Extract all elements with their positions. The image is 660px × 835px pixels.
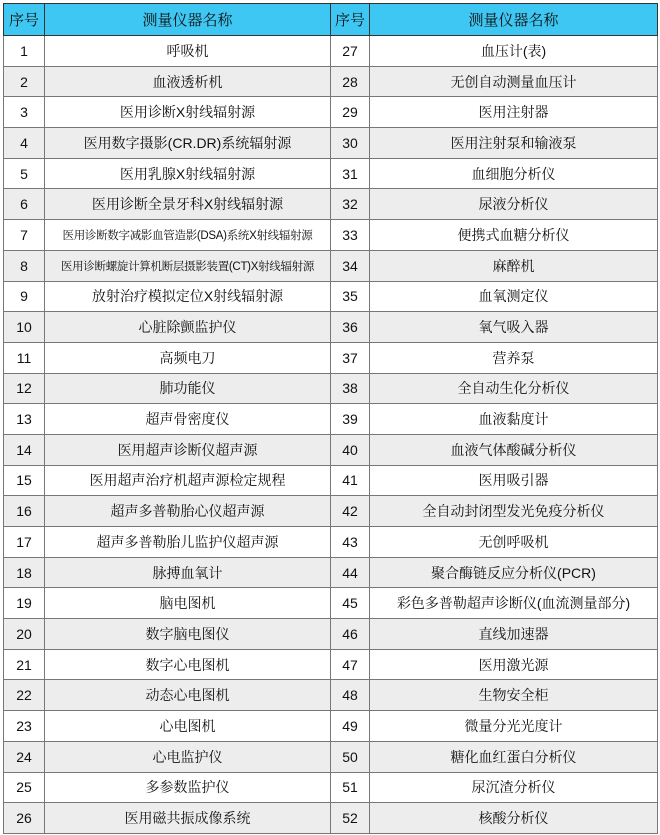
table-row: [4, 649, 658, 680]
table-row: [4, 404, 658, 435]
table-row: [4, 250, 658, 281]
name-cell: 医用诊断X射线辐射源: [45, 97, 331, 128]
seq-cell: 50: [331, 741, 370, 772]
seq-cell: 47: [331, 649, 370, 680]
seq-cell: 39: [331, 404, 370, 435]
seq-cell: 12: [4, 373, 45, 404]
name-cell: 核酸分析仪: [370, 803, 658, 834]
table-row: [4, 619, 658, 650]
seq-cell: 38: [331, 373, 370, 404]
name-cell: 直线加速器: [370, 619, 658, 650]
name-cell: 肺功能仪: [45, 373, 331, 404]
table-row: [4, 465, 658, 496]
seq-cell: 13: [4, 404, 45, 435]
name-cell: 医用数字摄影(CR.DR)系统辐射源: [45, 128, 331, 159]
name-cell: 医用注射器: [370, 97, 658, 128]
name-cell: 麻醉机: [370, 250, 658, 281]
table-row: [4, 496, 658, 527]
table-row: [4, 557, 658, 588]
name-cell: 超声多普勒胎儿监护仪超声源: [45, 527, 331, 558]
name-cell: 脉搏血氧计: [45, 557, 331, 588]
header-name-right: 测量仪器名称: [370, 4, 658, 36]
seq-cell: 31: [331, 158, 370, 189]
seq-cell: 42: [331, 496, 370, 527]
table-row: [4, 373, 658, 404]
table-row: [4, 588, 658, 619]
name-cell: 无创自动测量血压计: [370, 66, 658, 97]
name-cell: 医用超声治疗机超声源检定规程: [45, 465, 331, 496]
table-row: [4, 312, 658, 343]
name-cell: 心电监护仪: [45, 741, 331, 772]
name-cell: 聚合酶链反应分析仪(PCR): [370, 557, 658, 588]
seq-cell: 7: [4, 220, 45, 251]
name-cell: 营养泵: [370, 342, 658, 373]
seq-cell: 45: [331, 588, 370, 619]
seq-cell: 37: [331, 342, 370, 373]
seq-cell: 51: [331, 772, 370, 803]
name-cell: 微量分光光度计: [370, 711, 658, 742]
name-cell: 氧气吸入器: [370, 312, 658, 343]
name-cell: 医用激光源: [370, 649, 658, 680]
name-cell: 超声多普勒胎心仪超声源: [45, 496, 331, 527]
table-row: [4, 220, 658, 251]
table-row: [4, 36, 658, 67]
seq-cell: 24: [4, 741, 45, 772]
name-cell: 医用诊断螺旋计算机断层摄影装置(CT)X射线辐射源: [45, 250, 331, 281]
name-cell: 高频电刀: [45, 342, 331, 373]
name-cell: 医用诊断数字减影血管造影(DSA)系统X射线辐射源: [45, 220, 331, 251]
seq-cell: 40: [331, 434, 370, 465]
seq-cell: 27: [331, 36, 370, 67]
name-cell: 全自动生化分析仪: [370, 373, 658, 404]
seq-cell: 2: [4, 66, 45, 97]
table-row: [4, 189, 658, 220]
name-cell: 彩色多普勒超声诊断仪(血流测量部分): [370, 588, 658, 619]
name-cell: 心脏除颤监护仪: [45, 312, 331, 343]
seq-cell: 3: [4, 97, 45, 128]
table-header: [4, 4, 658, 36]
seq-cell: 8: [4, 250, 45, 281]
header-seq-right: 序号: [331, 4, 370, 36]
seq-cell: 19: [4, 588, 45, 619]
name-cell: 全自动封闭型发光免疫分析仪: [370, 496, 658, 527]
name-cell: 心电图机: [45, 711, 331, 742]
name-cell: 血液气体酸碱分析仪: [370, 434, 658, 465]
name-cell: 动态心电图机: [45, 680, 331, 711]
table-row: [4, 711, 658, 742]
seq-cell: 5: [4, 158, 45, 189]
instrument-table: [3, 3, 658, 834]
name-cell: 尿沉渣分析仪: [370, 772, 658, 803]
table-row: [4, 66, 658, 97]
seq-cell: 1: [4, 36, 45, 67]
name-cell: 尿液分析仪: [370, 189, 658, 220]
name-cell: 血压计(表): [370, 36, 658, 67]
seq-cell: 32: [331, 189, 370, 220]
seq-cell: 11: [4, 342, 45, 373]
table-row: [4, 158, 658, 189]
table-row: [4, 281, 658, 312]
seq-cell: 49: [331, 711, 370, 742]
name-cell: 医用乳腺X射线辐射源: [45, 158, 331, 189]
table-row: [4, 741, 658, 772]
seq-cell: 20: [4, 619, 45, 650]
name-cell: 呼吸机: [45, 36, 331, 67]
seq-cell: 25: [4, 772, 45, 803]
name-cell: 血细胞分析仪: [370, 158, 658, 189]
seq-cell: 29: [331, 97, 370, 128]
name-cell: 多参数监护仪: [45, 772, 331, 803]
seq-cell: 15: [4, 465, 45, 496]
table-row: [4, 434, 658, 465]
seq-cell: 26: [4, 803, 45, 834]
table-row: [4, 803, 658, 834]
seq-cell: 6: [4, 189, 45, 220]
table-row: [4, 342, 658, 373]
name-cell: 放射治疗模拟定位X射线辐射源: [45, 281, 331, 312]
seq-cell: 43: [331, 527, 370, 558]
name-cell: 血液透析机: [45, 66, 331, 97]
seq-cell: 41: [331, 465, 370, 496]
seq-cell: 28: [331, 66, 370, 97]
seq-cell: 52: [331, 803, 370, 834]
seq-cell: 9: [4, 281, 45, 312]
name-cell: 便携式血糖分析仪: [370, 220, 658, 251]
name-cell: 超声骨密度仪: [45, 404, 331, 435]
name-cell: 无创呼吸机: [370, 527, 658, 558]
name-cell: 生物安全柜: [370, 680, 658, 711]
seq-cell: 17: [4, 527, 45, 558]
table-row: [4, 97, 658, 128]
seq-cell: 18: [4, 557, 45, 588]
name-cell: 医用磁共振成像系统: [45, 803, 331, 834]
name-cell: 血氧测定仪: [370, 281, 658, 312]
name-cell: 数字心电图机: [45, 649, 331, 680]
seq-cell: 44: [331, 557, 370, 588]
seq-cell: 48: [331, 680, 370, 711]
name-cell: 糖化血红蛋白分析仪: [370, 741, 658, 772]
header-seq-left: 序号: [4, 4, 45, 36]
header-name-left: 测量仪器名称: [45, 4, 331, 36]
seq-cell: 34: [331, 250, 370, 281]
name-cell: 血液黏度计: [370, 404, 658, 435]
name-cell: 脑电图机: [45, 588, 331, 619]
seq-cell: 30: [331, 128, 370, 159]
table-row: [4, 128, 658, 159]
seq-cell: 16: [4, 496, 45, 527]
seq-cell: 14: [4, 434, 45, 465]
seq-cell: 33: [331, 220, 370, 251]
name-cell: 医用吸引器: [370, 465, 658, 496]
name-cell: 数字脑电图仪: [45, 619, 331, 650]
seq-cell: 36: [331, 312, 370, 343]
table-row: [4, 772, 658, 803]
seq-cell: 46: [331, 619, 370, 650]
name-cell: 医用诊断全景牙科X射线辐射源: [45, 189, 331, 220]
seq-cell: 21: [4, 649, 45, 680]
seq-cell: 22: [4, 680, 45, 711]
table-row: [4, 680, 658, 711]
name-cell: 医用超声诊断仪超声源: [45, 434, 331, 465]
seq-cell: 23: [4, 711, 45, 742]
table-row: [4, 527, 658, 558]
seq-cell: 10: [4, 312, 45, 343]
name-cell: 医用注射泵和输液泵: [370, 128, 658, 159]
seq-cell: 4: [4, 128, 45, 159]
table-body: [4, 36, 658, 834]
seq-cell: 35: [331, 281, 370, 312]
